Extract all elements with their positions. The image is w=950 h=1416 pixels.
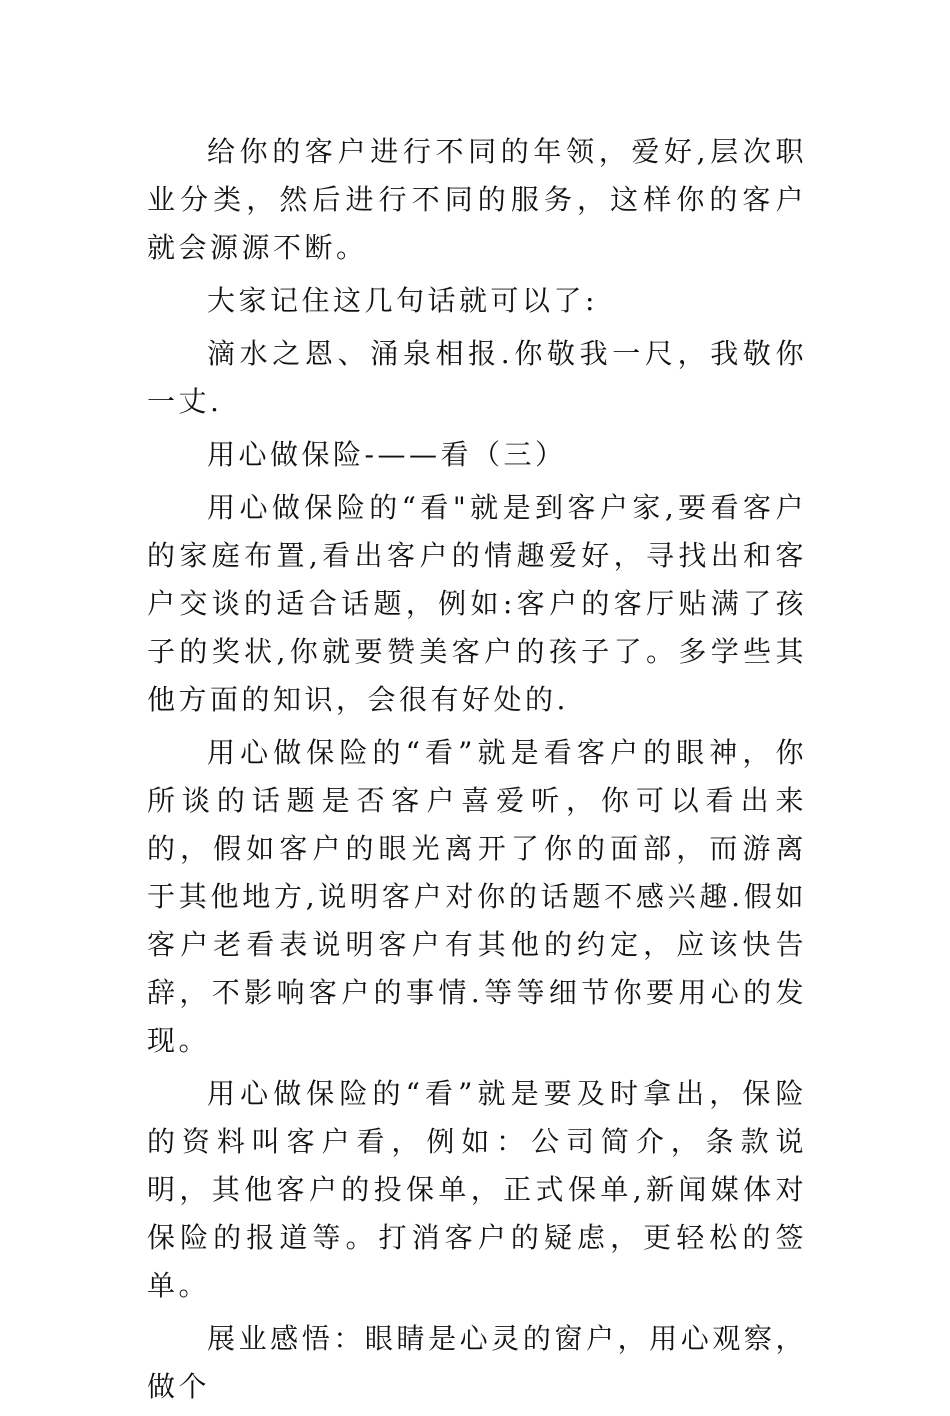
- paragraph-7: 用心做保险的“看”就是要及时拿出，保险的资料叫客户看，例如：公司简介，条款说明，其他客户的投保单，正式保单,新闻媒体对保险的报道等。打消客户的疑虑，更轻松的签单。: [147, 1077, 807, 1302]
- paragraph-2: 大家记住这几句话就可以了:: [207, 284, 598, 317]
- paragraph-3: 滴水之恩、涌泉相报.你敬我一尺，我敬你一丈.: [147, 337, 807, 418]
- document-page: [147, 128, 807, 1416]
- paragraph-8: 展业感悟：眼睛是心灵的窗户，用心观察，做个: [147, 1322, 807, 1403]
- paragraph-1: 给你的客户进行不同的年领，爱好,层次职业分类，然后进行不同的服务，这样你的客户就会源源不断。: [147, 135, 807, 264]
- paragraph-5: 用心做保险的“看"就是到客户家,要看客户的家庭布置,看出客户的情趣爱好，寻找出和客户交谈的适合话题，例如:客户的客厅贴满了孩子的奖状,你就要赞美客户的孩子了。多学些其他方面的知识，会很有好处的.: [147, 491, 807, 716]
- paragraph-4: 用心做保险-——看（三）: [207, 438, 567, 471]
- paragraph-6: 用心做保险的“看”就是看客户的眼神，你所谈的话题是否客户喜爱听，你可以看出来的，假如客户的眼光离开了你的面部，而游离于其他地方,说明客户对你的话题不感兴趣.假如客户老看表说明客户有其他的约定，应该快告辞，不影响客户的事情.等等细节你要用心的发现。: [147, 736, 807, 1057]
